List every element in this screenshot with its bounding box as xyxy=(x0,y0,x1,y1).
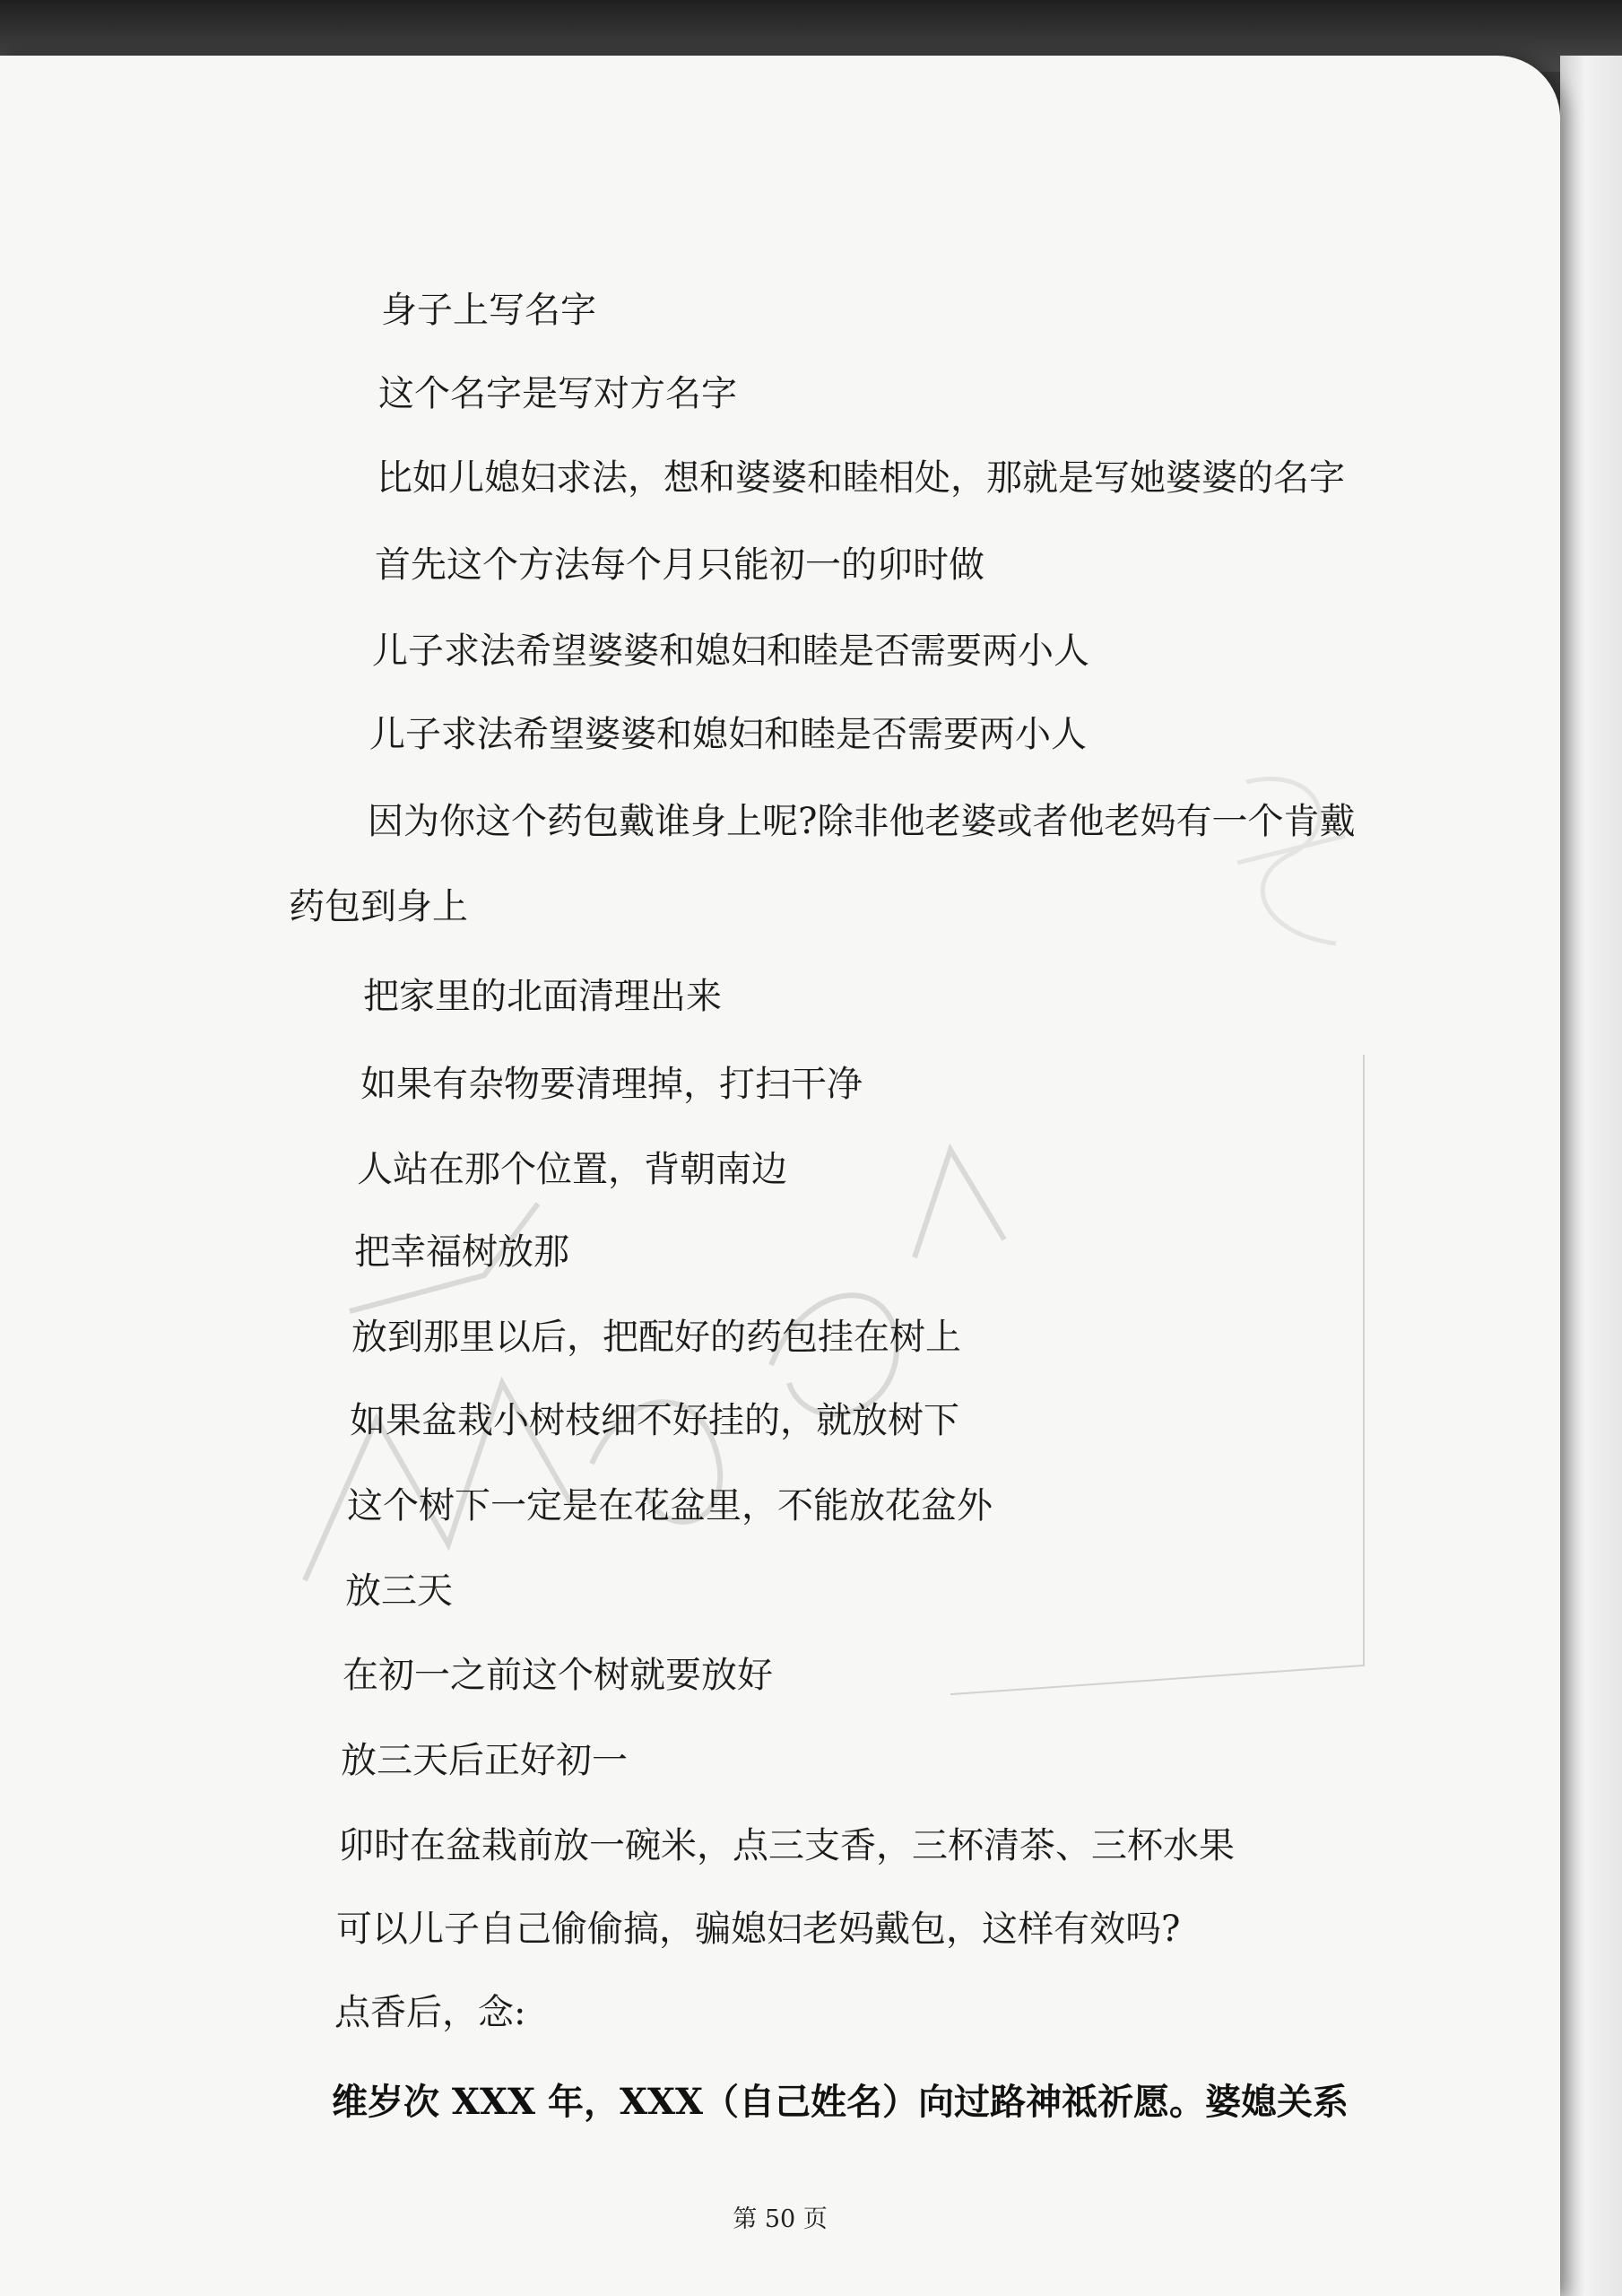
text-line-bold: 维岁次 XXX 年，XXX（自己姓名）向过路神祗祈愿。婆媳关系 xyxy=(332,2081,1349,2123)
text-line: 在初一之前这个树就要放好 xyxy=(343,1655,773,1696)
faint-frame xyxy=(950,1055,1365,1695)
text-line: 把家里的北面清理出来 xyxy=(363,976,722,1017)
page-edge-shadow xyxy=(1560,56,1622,2296)
text-line: 人站在那个位置，背朝南边 xyxy=(357,1149,787,1190)
text-line: 放三天后正好初一 xyxy=(341,1740,628,1781)
page-number: 第 50 页 xyxy=(733,2205,828,2233)
text-line: 儿子求法希望婆婆和媳妇和睦是否需要两小人 xyxy=(372,631,1089,672)
text-line: 这个树下一定是在花盆里，不能放花盆外 xyxy=(347,1485,993,1526)
stamp-mark xyxy=(1210,755,1372,970)
text-line: 放三天 xyxy=(345,1570,453,1612)
text-line: 点香后，念: xyxy=(334,1992,526,2033)
text-line: 身子上写名字 xyxy=(381,290,596,331)
document-page xyxy=(0,56,1560,2296)
text-line: 可以儿子自己偷偷搞，骗媳妇老妈戴包，这样有效吗? xyxy=(336,1909,1181,1950)
text-line: 卯时在盆栽前放一碗米，点三支香，三杯清茶、三杯水果 xyxy=(338,1825,1235,1866)
text-line: 儿子求法希望婆婆和媳妇和睦是否需要两小人 xyxy=(369,714,1087,755)
text-line: 比如儿媳妇求法，想和婆婆和睦相处，那就是写她婆婆的名字 xyxy=(377,457,1345,499)
text-line: 药包到身上 xyxy=(289,886,468,927)
text-line: 放到那里以后，把配好的药包挂在树上 xyxy=(351,1317,961,1358)
text-line: 如果有杂物要清理掉，打扫干净 xyxy=(360,1064,863,1105)
text-line: 如果盆栽小树枝细不好挂的，就放树下 xyxy=(350,1400,959,1441)
text-line: 因为你这个药包戴谁身上呢?除非他老婆或者他老妈有一个肯戴 xyxy=(368,801,1356,842)
text-line: 把幸福树放那 xyxy=(354,1231,569,1273)
text-line: 首先这个方法每个月只能初一的卯时做 xyxy=(375,544,984,586)
text-line: 这个名字是写对方名字 xyxy=(378,373,737,414)
